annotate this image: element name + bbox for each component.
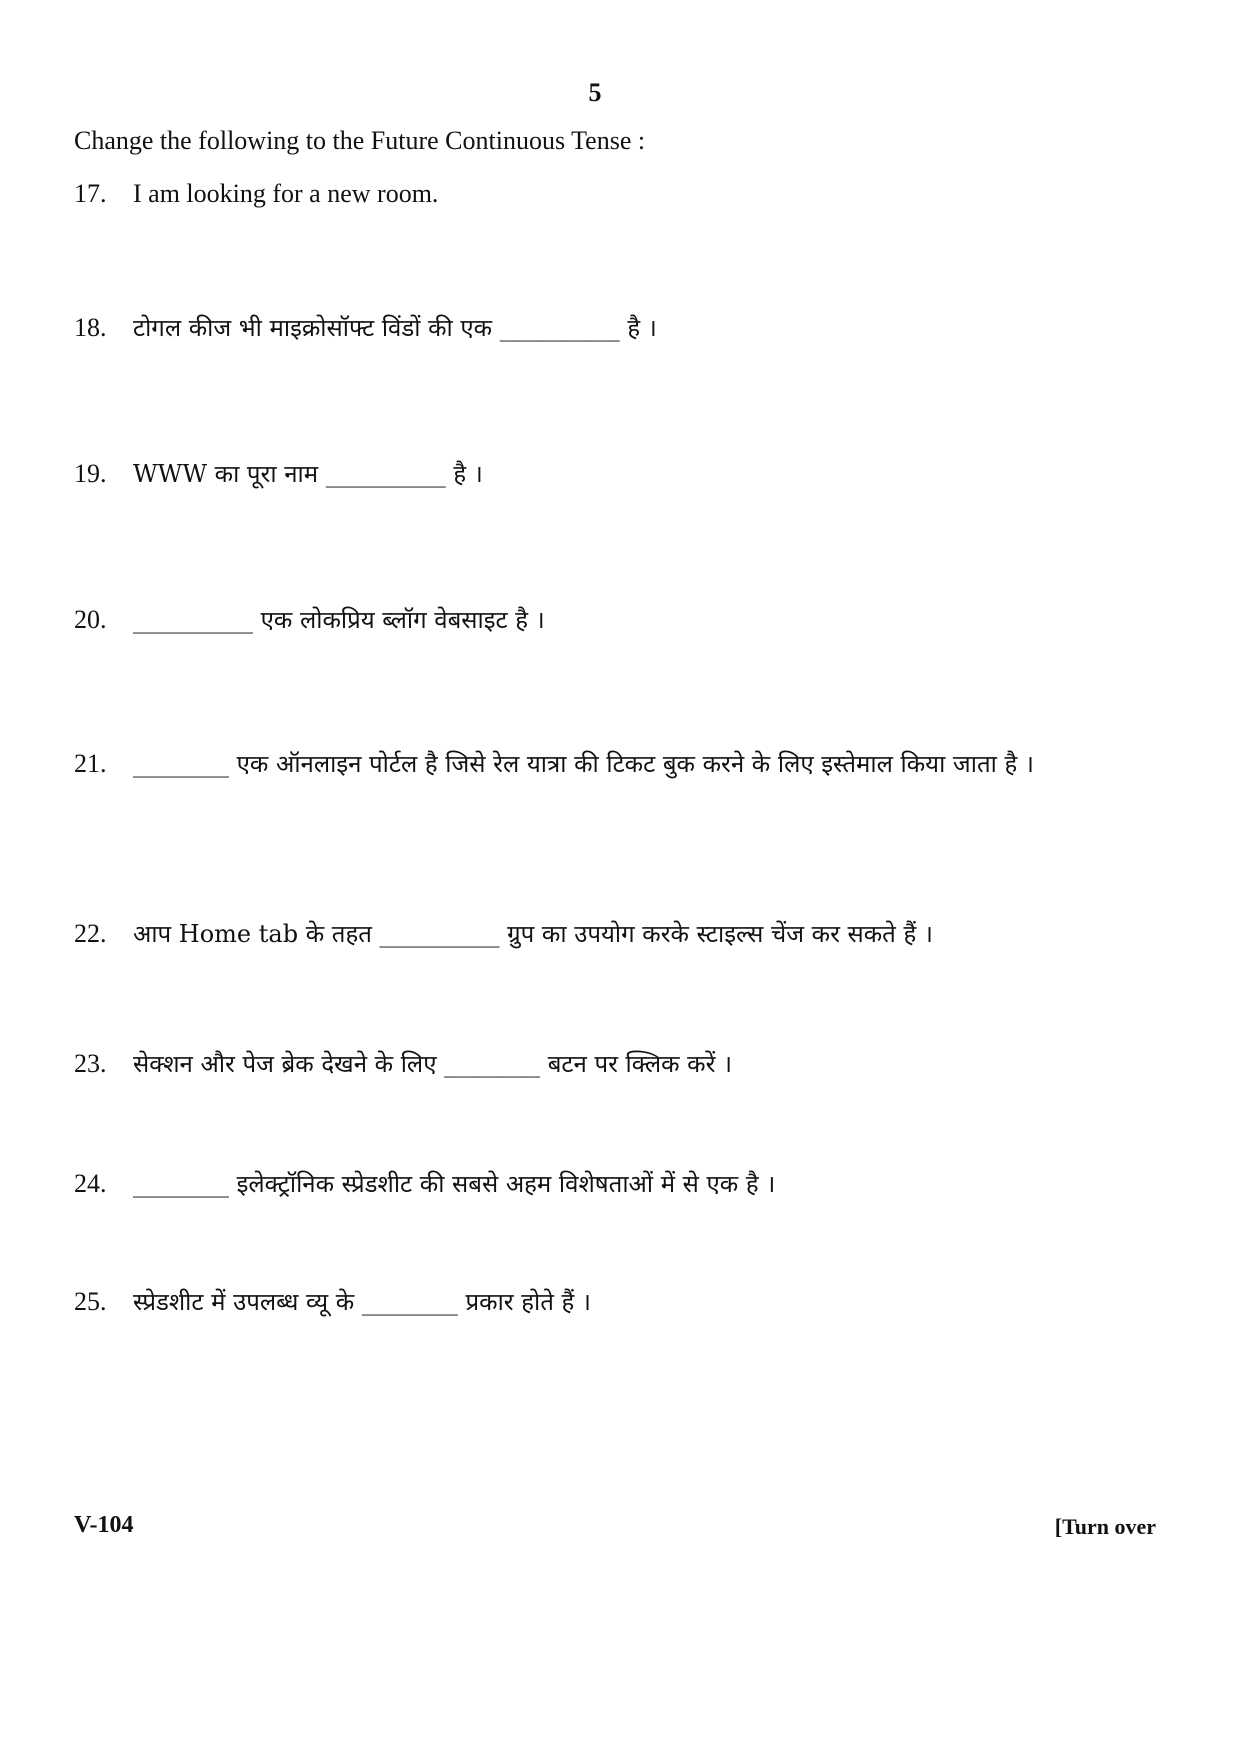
question-20 — [74, 592, 1074, 648]
question-number: 21. — [74, 749, 107, 778]
question-22 — [74, 906, 1074, 962]
question-text: आप Home tab के तहत __________ ग्रुप का उपयोग करके स्टाइल्स चेंज कर सकते हैं । — [133, 920, 933, 948]
turn-over-label: [Turn over — [1054, 1514, 1156, 1539]
paper-code: V-104 — [74, 1512, 134, 1538]
question-number: 17. — [74, 179, 107, 208]
question-text: ________ इलेक्ट्रॉनिक स्प्रेडशीट की सबसे अहम विशेषताओं में से एक है । — [133, 1170, 776, 1198]
question-number: 22. — [74, 919, 107, 948]
question-text: WWW का पूरा नाम __________ है । — [133, 460, 483, 488]
question-number: 19. — [74, 459, 107, 488]
question-number: 23. — [74, 1049, 107, 1078]
question-23 — [74, 1036, 1074, 1092]
question-24 — [74, 1156, 1074, 1212]
question-21 — [74, 736, 1074, 792]
question-text: I am looking for a new room. — [133, 179, 439, 208]
question-number: 20. — [74, 605, 107, 634]
question-19 — [74, 446, 1074, 502]
question-text: स्प्रेडशीट में उपलब्ध व्यू के ________ प्रकार होते हैं । — [133, 1288, 591, 1316]
question-number: 24. — [74, 1169, 107, 1198]
question-number: 18. — [74, 313, 107, 342]
question-text: __________ एक लोकप्रिय ब्लॉग वेबसाइट है । — [133, 606, 545, 634]
question-17 — [74, 166, 1074, 222]
question-number: 25. — [74, 1287, 107, 1316]
question-text: सेक्शन और पेज ब्रेक देखने के लिए ________ बटन पर क्लिक करें । — [133, 1050, 733, 1078]
question-18 — [74, 300, 1074, 356]
instruction-text: Change the following to the Future Continuous Tense : — [74, 126, 646, 155]
question-text: ________ एक ऑनलाइन पोर्टल है जिसे रेल यात्रा की टिकट बुक करने के लिए इस्तेमाल किया जाता है । — [133, 750, 1034, 778]
page-number: 5 — [588, 78, 602, 107]
question-text: टोगल कीज भी माइक्रोसॉफ्ट विंडों की एक __________ है । — [133, 314, 657, 342]
question-25 — [74, 1274, 1074, 1330]
